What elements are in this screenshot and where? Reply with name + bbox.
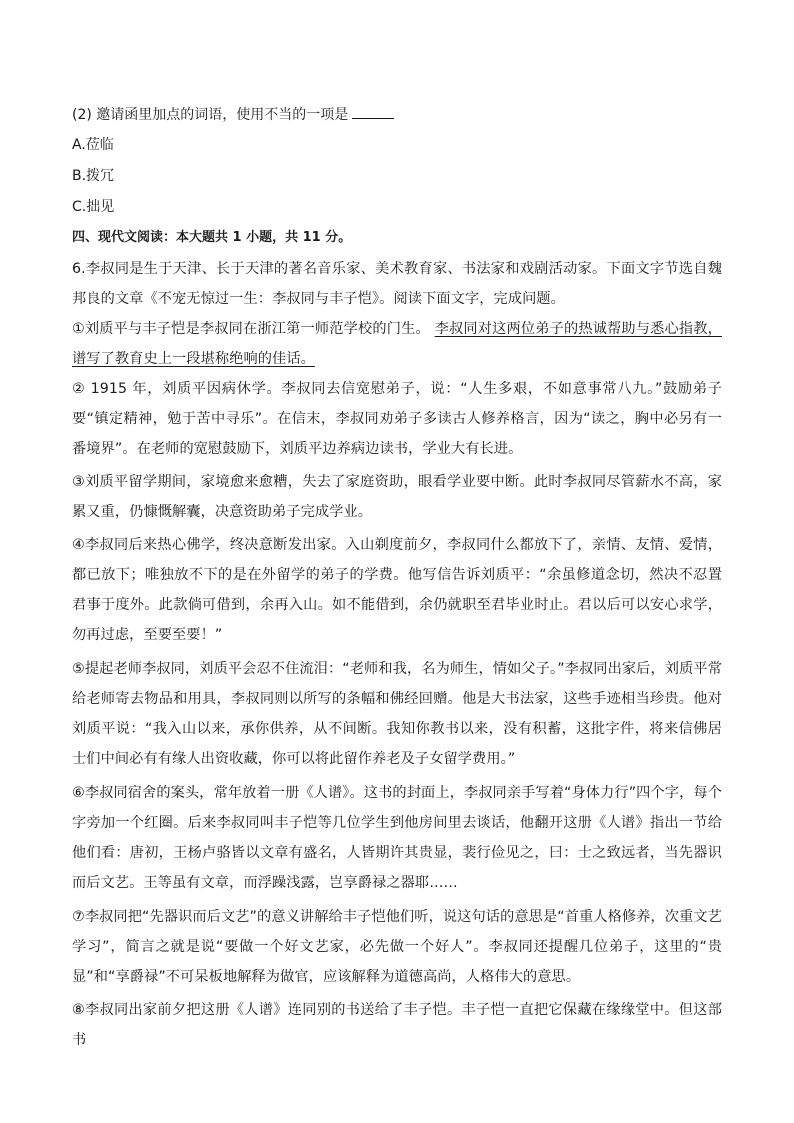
- passage-paragraph-7: ⑦李叔同把“先器识而后文艺”的意义讲解给丰子恺他们听，说这句话的意思是“首重人格修养，次重文艺学习”，简言之就是说“要做一个好文艺家，必先做一个好人”。李叔同还提醒几位弟子，这里的“贵显”和“享爵禄”不可呆板地解释为做官，应该解释为道德高尚，人格伟大的意思。: [72, 909, 722, 985]
- passage-paragraph-2: ② 1915 年，刘质平因病休学。李叔同去信宽慰弟子，说：“人生多艰，不如意事常八九。”鼓励弟子要“镇定精神，勉于苦中寻乐”。在信末，李叔同劝弟子多读古人修养格言，因为“读之，胸中必另有一番境界”。在老师的宽慰鼓励下，刘质平边养病边读书，学业大有长进。: [72, 381, 722, 457]
- passage-paragraph-8: ⑧李叔同出家前夕把这册《人谱》连同别的书送给了丰子恺。丰子恺一直把它保藏在缘缘堂中。但这部书: [72, 1002, 722, 1048]
- passage-paragraph-4: ④李叔同后来热心佛学，终决意断发出家。入山剃度前夕，李叔同什么都放下了，亲情、友情、爱情，都已放下；唯独放不下的是在外留学的弟子的学费。他写信告诉刘质平：“余虽修道念切，然决不忍置君事于度外。此款倘可借到，余再入山。如不能借到，余仍就职至君毕业时止。君以后可以安心求学，勿再过虑，至要至要！”: [72, 537, 722, 643]
- passage-paragraph-5: ⑤提起老师李叔同，刘质平会忍不住流泪：“老师和我，名为师生，情如父子。”李叔同出家后，刘质平常给老师寄去物品和用具，李叔同则以所写的条幅和佛经回赠。他是大书法家，这些手迹相当珍贵。他对刘质平说：“我入山以来，承你供养，从不间断。我知你教书以来，没有积蓄，这批字件，将来信佛居士们中间必有有缘人出资收藏，你可以将此留作养老及子女留学费用。”: [72, 661, 722, 767]
- paragraph-1-underlined-sentence: 李叔同对这两位弟子的热诚帮助与悉心指教，谱写了教育史上一段堪称绝响的佳话。: [72, 321, 722, 367]
- section-4-heading: 四、现代文阅读：本大题共 1 小题，共 11 分。: [72, 230, 352, 245]
- option-a: A.莅临: [72, 137, 114, 153]
- question-2-stem: [72, 104, 394, 125]
- question-2-stem-text: (2) 邀请函里加点的词语，使用不当的一项是: [72, 107, 349, 123]
- passage-paragraph-6: ⑥李叔同宿舍的案头，常年放着一册《人谱》。这书的封面上，李叔同亲手写着“身体力行”四个字，每个字旁加一个红圈。后来李叔同叫丰子恺等几位学生到他房间里去谈话，他翻开这册《人谱》指出一节给他们看：唐初，王杨卢骆皆以文章有盛名，人皆期许其贵显，裴行俭见之，曰：士之致远者，当先器识而后文艺。王等虽有文章，而浮躁浅露，岂享爵禄之器耶……: [72, 785, 722, 891]
- passage-paragraph-1: [72, 314, 722, 374]
- option-b: B.拨冗: [72, 168, 115, 184]
- passage-paragraph-3: ③刘质平留学期间，家境愈来愈糟，失去了家庭资助，眼看学业要中断。此时李叔同尽管薪水不高，家累又重，仍慷慨解囊，决意资助弟子完成学业。: [72, 474, 722, 520]
- answer-blank: [352, 104, 394, 119]
- option-c: C.拙见: [72, 199, 115, 215]
- paragraph-1-text: ①刘质平与丰子恺是李叔同在浙江第一师范学校的门生。: [72, 321, 430, 337]
- passage-intro: 6.李叔同是生于天津、长于天津的著名音乐家、美术教育家、书法家和戏剧活动家。下面文字节选自魏邦良的文章《不宠无惊过一生：李叔同与丰子恺》。阅读下面文字，完成问题。: [72, 261, 722, 307]
